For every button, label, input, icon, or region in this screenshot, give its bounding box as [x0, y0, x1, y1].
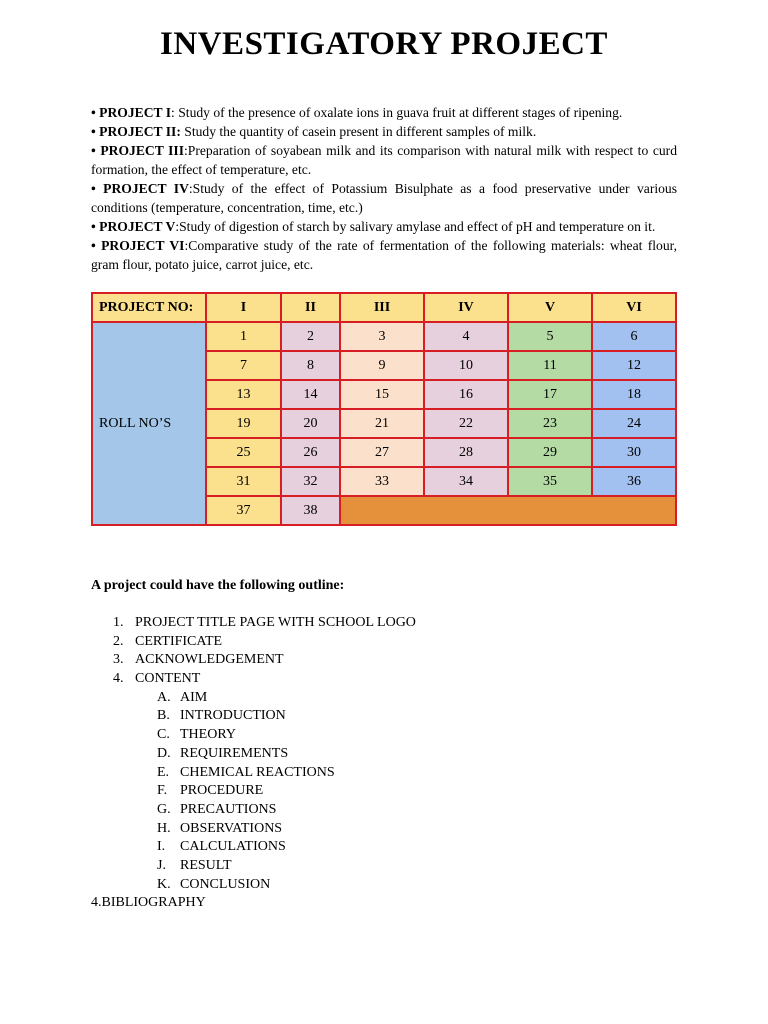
- sub-list-letter: K.: [157, 876, 171, 892]
- column-header: II: [281, 293, 340, 322]
- project-item: [91, 179, 677, 217]
- table-cell: 25: [206, 438, 281, 467]
- page-title: INVESTIGATORY PROJECT: [160, 26, 608, 62]
- table-cell: 22: [424, 409, 508, 438]
- sub-list-text: PROCEDURE: [180, 783, 264, 799]
- table-cell: 7: [206, 351, 281, 380]
- list-text: PROJECT TITLE PAGE WITH SCHOOL LOGO: [135, 615, 416, 630]
- table-row: [92, 322, 676, 351]
- sub-list-text: OBSERVATIONS: [180, 820, 283, 836]
- list-number: 2.: [113, 633, 124, 649]
- project-separator: :: [184, 238, 189, 253]
- sub-list-letter: C.: [157, 727, 170, 743]
- table-cell: 6: [592, 322, 676, 351]
- project-description: Study of the effect of Potassium Bisulphate as a food preservative under various conditions (temperature, concentration, time, etc.): [91, 181, 678, 215]
- column-header: IV: [424, 293, 508, 322]
- table-cell: 10: [424, 351, 508, 380]
- sub-list-text: THEORY: [180, 727, 236, 743]
- project-item: [91, 103, 677, 122]
- project-label: • PROJECT IV: [91, 181, 189, 196]
- project-description: Study of digestion of starch by salivary amylase and effect of pH and temperature on it.: [179, 219, 656, 234]
- project-description: Study of the presence of oxalate ions in guava fruit at different stages of ripening.: [178, 105, 623, 120]
- table-cell: 21: [340, 409, 424, 438]
- roll-no-label: ROLL NO’S: [92, 322, 206, 525]
- table-cell: 1: [206, 322, 281, 351]
- table-cell: 18: [592, 380, 676, 409]
- table-cell: 30: [592, 438, 676, 467]
- sub-list-letter: J.: [157, 857, 166, 873]
- project-label: • PROJECT I: [91, 105, 172, 120]
- table-cell: 37: [206, 496, 281, 525]
- project-description: Preparation of soyabean milk and its comparison with natural milk with respect to curd formation, the effect of temperature, etc.: [91, 143, 677, 177]
- table-cell: 13: [206, 380, 281, 409]
- table-cell: 33: [340, 467, 424, 496]
- list-number: 1.: [113, 615, 124, 630]
- bibliography-item: 4.BIBLIOGRAPHY: [91, 895, 206, 911]
- table-header-row: [92, 293, 676, 322]
- sub-list-letter: H.: [157, 820, 171, 836]
- column-header: V: [508, 293, 592, 322]
- sub-list-text: REQUIREMENTS: [180, 745, 289, 761]
- project-separator: :: [184, 143, 188, 158]
- sub-list-letter: F.: [157, 783, 168, 799]
- table-cell: 3: [340, 322, 424, 351]
- table-cell: 36: [592, 467, 676, 496]
- column-header: I: [206, 293, 281, 322]
- table-cell: 5: [508, 322, 592, 351]
- sub-list-letter: A.: [157, 689, 171, 705]
- project-description: Study the quantity of casein present in different samples of milk.: [184, 124, 537, 139]
- project-label: • PROJECT II:: [91, 124, 181, 139]
- list-text: CONTENT: [135, 671, 201, 687]
- list-number: 3.: [113, 652, 124, 668]
- project-separator: :: [188, 181, 193, 196]
- table-cell: 35: [508, 467, 592, 496]
- project-label: • PROJECT V: [91, 219, 176, 234]
- project-label: • PROJECT VI: [91, 238, 185, 253]
- project-label: • PROJECT III: [91, 143, 184, 158]
- column-header: III: [340, 293, 424, 322]
- table-cell: 4: [424, 322, 508, 351]
- table-cell: 14: [281, 380, 340, 409]
- project-list: [91, 103, 677, 274]
- list-text: CERTIFICATE: [135, 633, 223, 649]
- table-cell: 32: [281, 467, 340, 496]
- project-item: [91, 122, 677, 141]
- project-no-header: PROJECT NO:: [92, 293, 206, 322]
- roll-number-table: [91, 292, 677, 526]
- table-cell: 28: [424, 438, 508, 467]
- sub-list-letter: E.: [157, 764, 170, 780]
- table-cell: 27: [340, 438, 424, 467]
- table-cell: 31: [206, 467, 281, 496]
- sub-list-text: CONCLUSION: [180, 876, 271, 892]
- table-cell: 17: [508, 380, 592, 409]
- sub-list-text: PRECAUTIONS: [180, 801, 277, 817]
- table-cell: 8: [281, 351, 340, 380]
- table-cell: 15: [340, 380, 424, 409]
- project-separator: :: [171, 105, 179, 120]
- table-cell: 20: [281, 409, 340, 438]
- table-cell: 24: [592, 409, 676, 438]
- empty-fill-cell: [340, 496, 676, 525]
- sub-list-text: AIM: [180, 689, 208, 705]
- table-cell: 19: [206, 409, 281, 438]
- list-number: 4.: [113, 671, 124, 687]
- table-cell: 38: [281, 496, 340, 525]
- table-cell: 26: [281, 438, 340, 467]
- project-item: [91, 217, 677, 236]
- table-cell: 9: [340, 351, 424, 380]
- table-cell: 12: [592, 351, 676, 380]
- table-cell: 23: [508, 409, 592, 438]
- sub-list-text: INTRODUCTION: [180, 708, 286, 724]
- sub-list-letter: G.: [157, 801, 171, 817]
- table-cell: 11: [508, 351, 592, 380]
- project-separator: :: [175, 219, 180, 234]
- table-cell: 29: [508, 438, 592, 467]
- sub-list-letter: B.: [157, 708, 170, 724]
- project-item: [91, 141, 677, 179]
- table-cell: 16: [424, 380, 508, 409]
- sub-list-text: CHEMICAL REACTIONS: [180, 764, 335, 780]
- list-text: ACKNOWLEDGEMENT: [135, 652, 284, 668]
- sub-list-letter: I.: [157, 839, 166, 855]
- outline-heading: A project could have the following outline:: [91, 578, 345, 593]
- sub-list-text: RESULT: [180, 857, 232, 873]
- column-header: VI: [592, 293, 676, 322]
- project-item: [91, 236, 677, 274]
- project-description: Comparative study of the rate of fermentation of the following materials: wheat flour, gram flour, potato juice, carrot juice, etc.: [91, 238, 677, 272]
- sub-list-text: CALCULATIONS: [180, 839, 286, 855]
- sub-list-letter: D.: [157, 745, 171, 761]
- table-cell: 2: [281, 322, 340, 351]
- table-cell: 34: [424, 467, 508, 496]
